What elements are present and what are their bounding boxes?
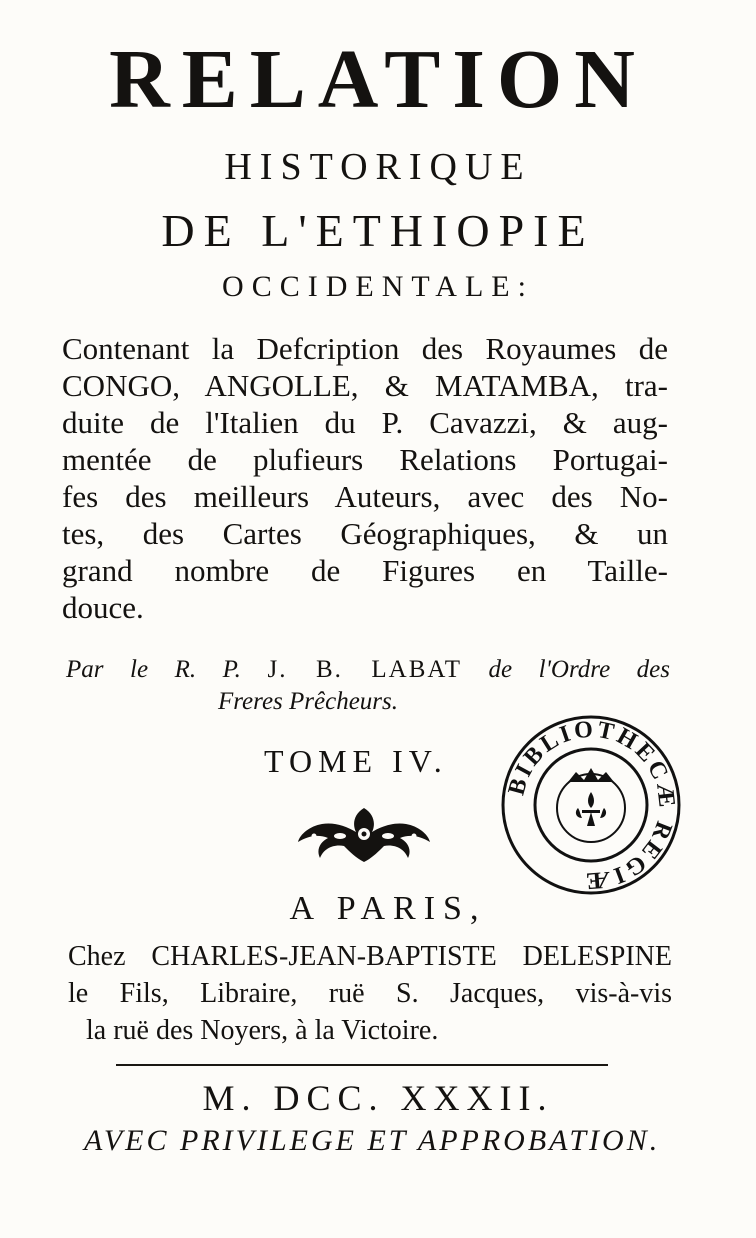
title-historique: HISTORIQUE [224, 146, 532, 188]
title-ethiopie: DE L'ETHIOPIE [161, 205, 595, 256]
publication-year: M. DCC. XXXII. [202, 1078, 554, 1118]
author-order: Freres Prêcheurs. [217, 688, 399, 715]
description-line: CONGO, ANGOLLE, & MATAMBA, tra- [62, 368, 668, 403]
description-line: fes des meilleurs Auteurs, avec des No- [62, 479, 668, 514]
description-line: douce. [62, 590, 144, 625]
author-prefix: Par le R. P. [66, 656, 241, 683]
imprint-city: A PARIS, [289, 890, 487, 927]
description-block [62, 330, 668, 626]
seal-text: BIBLIOTHECÆ REGIÆ [503, 716, 680, 894]
description-line: grand nombre de Figures en Taille- [62, 553, 668, 588]
author-block [66, 654, 670, 718]
description-line: mentée de plufieurs Relations Portugai- [62, 442, 668, 477]
title-occidentale: OCCIDENTALE: [222, 270, 534, 303]
author-name: J. B. LABAT [267, 656, 462, 683]
royal-library-seal-icon [498, 712, 684, 903]
imprint-line: le Fils, Libraire, ruë S. Jacques, vis-à-vis [68, 978, 672, 1009]
imprint-line: la ruë des Noyers, à la Victoire. [86, 1015, 439, 1046]
volume-label: TOME IV. [264, 743, 448, 779]
description-line: duite de l'Italien du P. Cavazzi, & aug- [62, 405, 668, 440]
privilege-line: AVEC PRIVILEGE ET APPROBATION. [84, 1124, 661, 1157]
description-line: tes, des Cartes Géographiques, & un [62, 516, 668, 551]
title-main: RELATION [109, 33, 647, 126]
author-suffix: de l'Ordre des [488, 656, 671, 683]
imprint-line: Chez CHARLES-JEAN-BAPTISTE DELESPINE [68, 941, 672, 972]
description-line: Contenant la Defcription des Royaumes de [62, 331, 668, 366]
imprint-block [68, 938, 672, 1049]
divider-rule [116, 1064, 608, 1066]
fleuron-ornament-icon [294, 804, 434, 871]
